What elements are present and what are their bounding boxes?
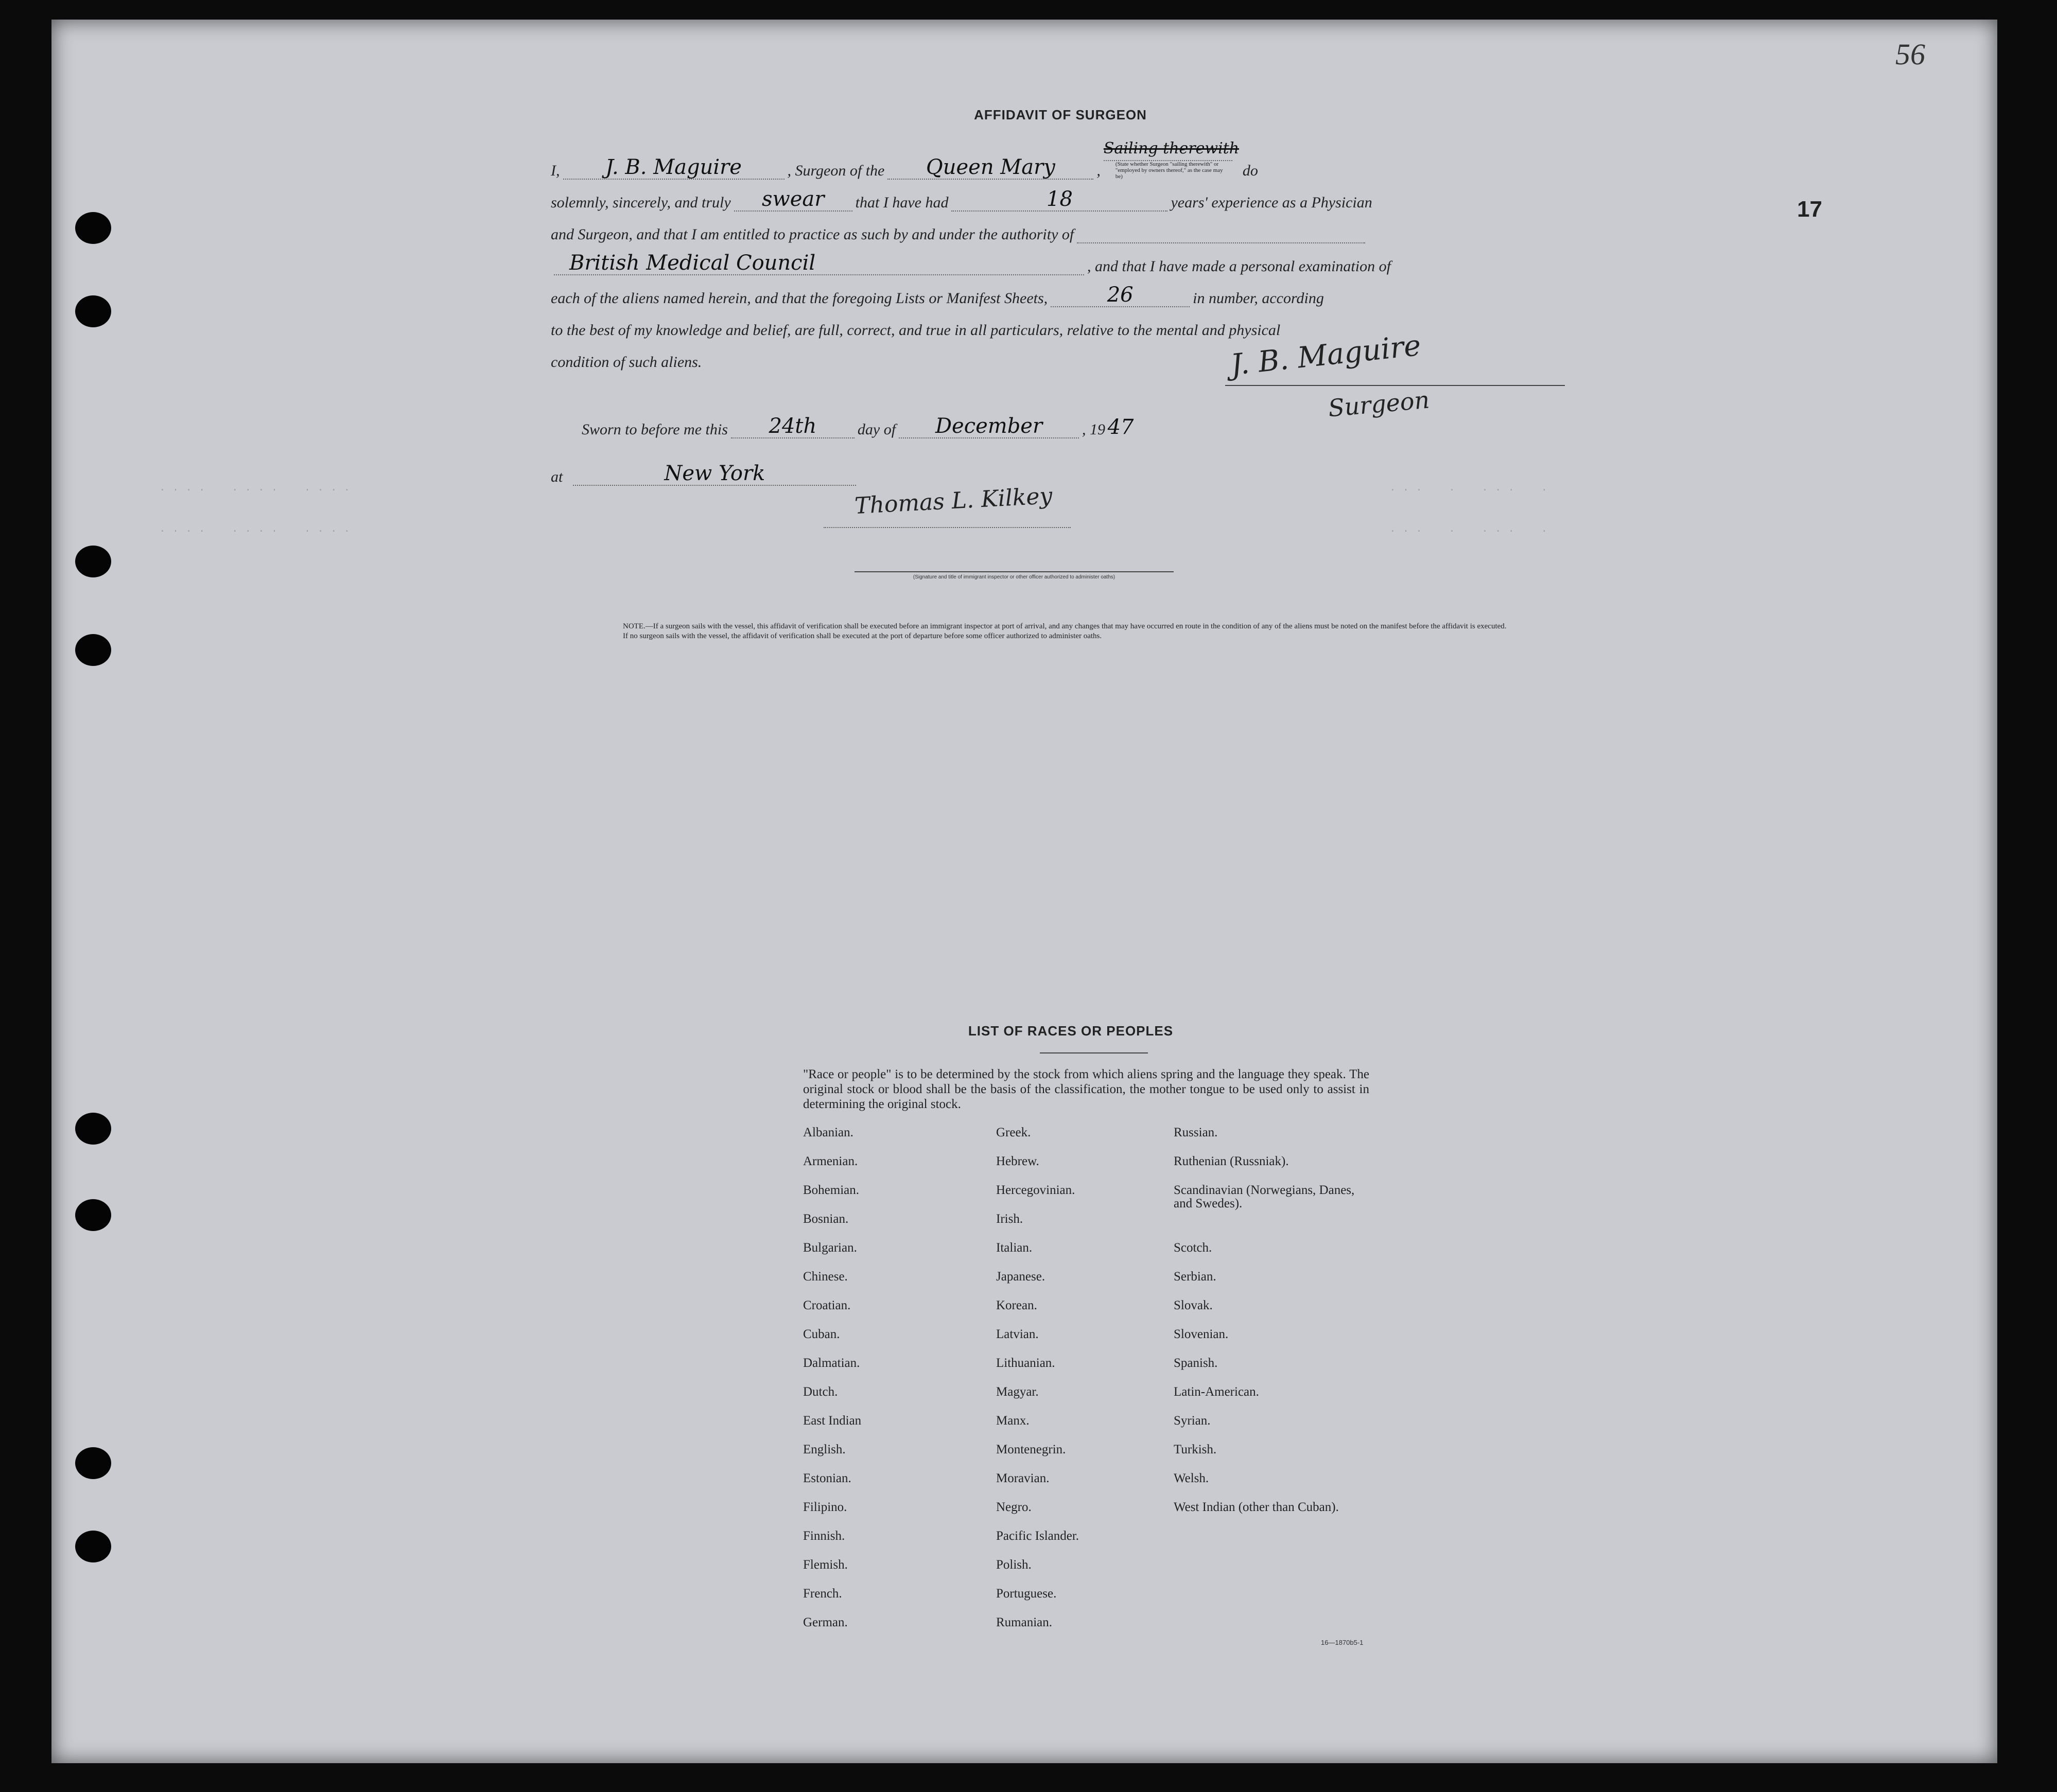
- affidavit-line-2: [551, 180, 1570, 212]
- sworn-month-field: December: [899, 415, 1079, 438]
- affidavit-text: ,: [1096, 162, 1101, 179]
- affidavit-line-1: [551, 139, 1570, 180]
- race-item: Bohemian.: [803, 1183, 860, 1197]
- officer-signature: Thomas L. Kilkey: [853, 482, 1053, 520]
- binder-hole: [75, 1531, 111, 1562]
- sheets-count-field: 26: [1051, 284, 1190, 307]
- binder-hole: [75, 1199, 111, 1231]
- bleed-through-row: · · · · · · · · · · · ·: [160, 485, 351, 496]
- race-item: Hebrew.: [996, 1154, 1039, 1168]
- authority-field: British Medical Council: [554, 252, 1084, 275]
- race-item: Bosnian.: [803, 1212, 849, 1226]
- race-item: Irish.: [996, 1212, 1023, 1226]
- race-item: Pacific Islander.: [996, 1529, 1079, 1543]
- race-item: Chinese.: [803, 1270, 848, 1284]
- vessel-name-field: Queen Mary: [887, 156, 1093, 180]
- surgeon-signature-line: [1225, 385, 1565, 386]
- race-item: Italian.: [996, 1241, 1033, 1255]
- race-item: Filipino.: [803, 1500, 847, 1514]
- affidavit-text: each of the aliens named herein, and that the foregoing Lists or Manifest Sheets,: [551, 290, 1048, 307]
- race-item: Manx.: [996, 1414, 1030, 1428]
- race-item: Latin-American.: [1174, 1385, 1259, 1399]
- authority-continuation: [1077, 242, 1365, 243]
- bleed-through-row: · · · · · · · · · · · ·: [160, 526, 351, 537]
- race-item: Spanish.: [1174, 1356, 1218, 1370]
- race-item: Russian.: [1174, 1126, 1218, 1139]
- race-item: Dalmatian.: [803, 1356, 860, 1370]
- binder-hole: [75, 212, 111, 244]
- race-item: Japanese.: [996, 1270, 1045, 1284]
- race-item: West Indian (other than Cuban).: [1174, 1500, 1339, 1514]
- affidavit-text: I,: [551, 162, 560, 179]
- affidavit-line-4: [551, 243, 1570, 275]
- affidavit-text: day of: [857, 421, 896, 438]
- surgeon-signature: J. B. Maguire: [1229, 328, 1423, 382]
- sailing-status-field: Sailing therewith: [1104, 137, 1232, 161]
- race-item: French.: [803, 1587, 842, 1601]
- race-item: Welsh.: [1174, 1471, 1209, 1485]
- note-line-1: NOTE.—If a surgeon sails with the vessel, this affidavit of verification shall be executed before an immigrant inspector at port of arrival, and any changes that may have occurred en route in the condition of any of the aliens must be noted on the manifest before the affidavit is executed.: [623, 622, 1507, 630]
- race-item: Turkish.: [1174, 1443, 1217, 1456]
- race-item: Polish.: [996, 1558, 1032, 1572]
- race-item: Rumanian.: [996, 1615, 1053, 1629]
- form-code: 16—1870b5-1: [1321, 1639, 1364, 1646]
- manifest-sheet: [51, 20, 1997, 1763]
- race-item: Portuguese.: [996, 1587, 1057, 1601]
- race-item: Ruthenian (Russniak).: [1174, 1154, 1289, 1168]
- races-heading: LIST OF RACES OR PEOPLES: [968, 1023, 1174, 1039]
- affidavit-text: at: [551, 468, 563, 485]
- officer-caption: (Signature and title of immigrant inspector or other officer authorized to administer oaths): [913, 574, 1115, 580]
- race-item: Latvian.: [996, 1327, 1039, 1341]
- note-line-2: If no surgeon sails with the vessel, the affidavit of verification shall be executed at the port of departure before some officer authorized to administer oaths.: [623, 632, 1102, 640]
- races-intro: "Race or people" is to be determined by the stock from which aliens spring and the language they speak. The original stock or blood shall be the basis of the classification, the mother tongue to be used only to assist in determining the original stock.: [803, 1067, 1369, 1111]
- affidavit-text: do: [1242, 162, 1258, 179]
- binder-hole: [75, 1447, 111, 1479]
- affidavit-text: years' experience as a Physician: [1171, 194, 1372, 211]
- race-item: Cuban.: [803, 1327, 840, 1341]
- years-field: 18: [951, 188, 1167, 212]
- affidavit-line-5: [551, 275, 1570, 307]
- surgeon-note: [623, 622, 1575, 641]
- sheet-count: 17: [1797, 197, 1822, 222]
- races-column-2: [996, 1126, 1174, 1645]
- race-item: Croatian.: [803, 1298, 851, 1312]
- race-item: Estonian.: [803, 1471, 851, 1485]
- race-item: Serbian.: [1174, 1270, 1216, 1284]
- race-item: Albanian.: [803, 1126, 853, 1139]
- affidavit-text: solemnly, sincerely, and truly: [551, 194, 731, 211]
- affidavit-text: that I have had: [855, 194, 949, 211]
- race-item: Lithuanian.: [996, 1356, 1055, 1370]
- race-item: Slovenian.: [1174, 1327, 1229, 1341]
- officer-dotted-line: [824, 527, 1071, 528]
- place-field: New York: [573, 462, 856, 486]
- races-column-3: [1174, 1126, 1369, 1645]
- bleed-through-row: · · · · · · · ·: [1390, 526, 1548, 537]
- affidavit-text: , and that I have made a personal examination of: [1087, 258, 1391, 275]
- binder-hole: [75, 634, 111, 666]
- races-heading-rule: [1040, 1052, 1148, 1053]
- affidavit-text: , Surgeon of the: [787, 162, 885, 179]
- race-item: Dutch.: [803, 1385, 838, 1399]
- race-item: Flemish.: [803, 1558, 848, 1572]
- bleed-through-row: · · · · · · · ·: [1390, 485, 1548, 496]
- sworn-year-field: 47: [1107, 415, 1134, 439]
- race-item: Korean.: [996, 1298, 1037, 1312]
- race-item: Montenegrin.: [996, 1443, 1066, 1456]
- binder-hole: [75, 295, 111, 327]
- affidavit-text: condition of such aliens.: [551, 354, 702, 371]
- binder-hole: [75, 546, 111, 577]
- binder-hole: [75, 1113, 111, 1145]
- affidavit-text: Sworn to before me this: [582, 421, 728, 438]
- race-item: German.: [803, 1615, 848, 1629]
- affidavit-line-3: [551, 212, 1570, 243]
- affidavit-heading: AFFIDAVIT OF SURGEON: [974, 107, 1147, 122]
- race-item: Slovak.: [1174, 1298, 1213, 1312]
- affidavit-text: in number, according: [1193, 290, 1324, 307]
- races-section: [803, 1023, 1369, 1645]
- race-item: Greek.: [996, 1126, 1031, 1139]
- race-item: Magyar.: [996, 1385, 1039, 1399]
- affidavit-text: to the best of my knowledge and belief, are full, correct, and true in all particulars, relative to the mental and physical: [551, 322, 1281, 339]
- race-item: Bulgarian.: [803, 1241, 857, 1255]
- sworn-day-field: 24th: [731, 415, 855, 438]
- officer-signature-line: [855, 571, 1174, 572]
- place-line: [551, 462, 859, 486]
- race-item: Negro.: [996, 1500, 1032, 1514]
- race-item: East Indian: [803, 1414, 862, 1428]
- oath-field: swear: [734, 188, 852, 212]
- affidavit-text: , 19: [1082, 421, 1106, 438]
- race-item: Scotch.: [1174, 1241, 1212, 1255]
- race-item: Scandinavian (Norwegians, Danes, and Swedes).: [1174, 1183, 1355, 1210]
- race-item: Moravian.: [996, 1471, 1050, 1485]
- races-columns: [803, 1126, 1369, 1645]
- surgeon-signature-title: Surgeon: [1327, 385, 1431, 423]
- race-item: Armenian.: [803, 1154, 858, 1168]
- race-item: Syrian.: [1174, 1414, 1211, 1428]
- surgeon-name-field: J. B. Maguire: [563, 156, 785, 180]
- sailing-status-note: (State whether Surgeon "sailing therewith" or "employed by owners thereof," as the case may be): [1115, 161, 1223, 180]
- sworn-line: [582, 415, 1139, 438]
- race-item: Finnish.: [803, 1529, 845, 1543]
- page-number: 56: [1895, 38, 1925, 71]
- affidavit-text: and Surgeon, and that I am entitled to practice as such by and under the authority of: [551, 226, 1074, 243]
- races-column-1: [803, 1126, 996, 1645]
- race-item: Hercegovinian.: [996, 1183, 1075, 1197]
- race-item: English.: [803, 1443, 846, 1456]
